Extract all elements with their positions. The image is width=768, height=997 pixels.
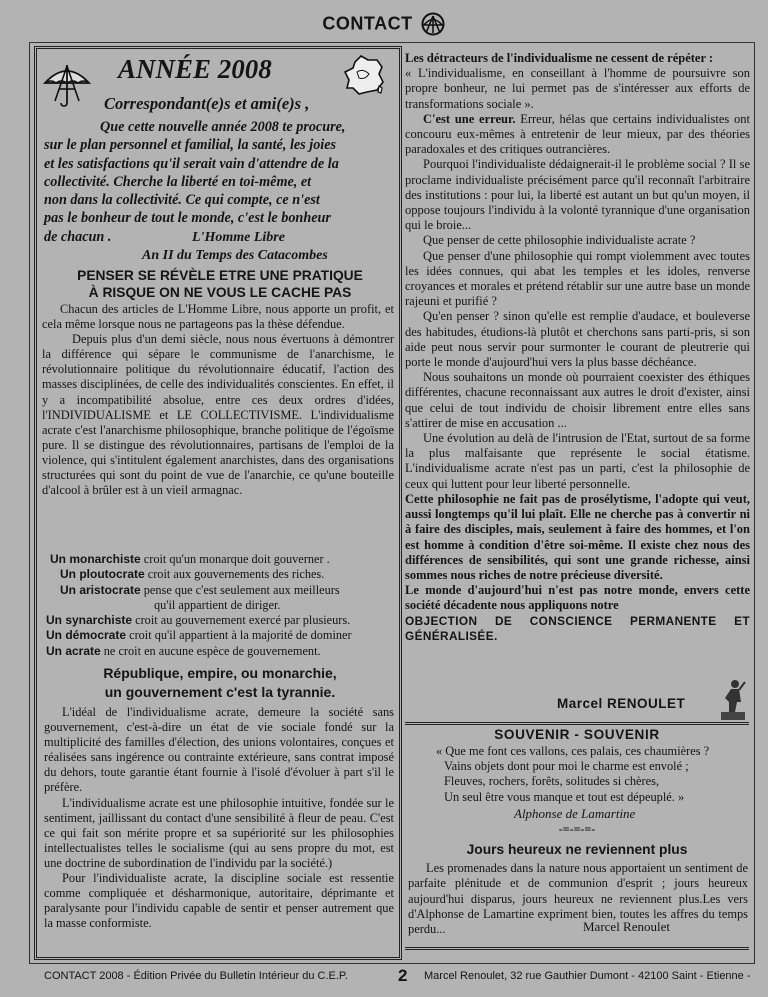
list-item [50, 567, 394, 582]
paragraph [405, 51, 750, 66]
paragraph: Une évolution au delà de l'intrusion de l'Etat, surtout de sa forme la plus malfaisante que représente le social étatisme. L'individualisme acrate n'est pas un parti, c'est la philosophie de ceux qui luttent pour leur liberté personnelle. [405, 431, 750, 491]
right-body [405, 51, 750, 644]
section-heading [44, 268, 396, 301]
poem-line: Fleuves, rochers, forêts, solitudes si chères, [444, 774, 660, 789]
heading-line: République, empire, ou monarchie, [103, 665, 337, 681]
paragraph: L'idéal de l'individualisme acrate, demeure la société sans gouvernement, c'est-à-dire un état de vie sociale fondé sur la multiplicité des familles d'élection, des unions volontaires, conçues et réalisées sans ingérence ou contrainte extérieure, sans contrat imposé du dehors, toute garantie étant fournie à l'isolé d'évoluer à part s'il le préfère. [44, 705, 394, 795]
wish-line: Que cette nouvelle année 2008 te procure, [100, 119, 346, 135]
wish-line: et les satisfactions qu'il serait vain d'attendre de la [44, 155, 339, 172]
poem-line: « Que me font ces vallons, ces palais, ces chaumières ? [436, 744, 710, 758]
definition-term: Un acrate [46, 643, 101, 658]
poem-line: Un seul être vous manque et tout est dépeuplé. » [444, 789, 685, 804]
poem-line: Vains objets dont pour moi le charme est envolé ; [444, 759, 689, 774]
definition-term: Un aristocrate [60, 582, 141, 597]
page-number: 2 [398, 966, 408, 985]
footer-address: Marcel Renoulet, 32 rue Gauthier Dumont - 42100 Saint - Etienne - [424, 970, 751, 982]
paragraph: Nous souhaitons un monde où pourraient coexister des éthiques différentes, chacune reconnaissant aux autres le droit d'exister, ainsi que celui de tout individu de choisir librement entre elles sans s'attirer de mise en accusation ... [405, 370, 750, 430]
definition-text: croit qu'un monarque doit gouverner . [140, 552, 330, 566]
paragraph: Que penser d'une philosophie qui rompt violemment avec toutes les idées connues, qui abat les temples et les idoles, renverse croyances et morales et prétend rétablir sur une autre base un monde rajeuni et purifié ? [405, 248, 750, 309]
heading-line: PENSER SE RÉVÈLE ETRE UNE PRATIQUE [77, 268, 363, 283]
paragraph: Depuis plus d'un demi siècle, nous nous évertuons à démontrer la différence qui sépare le communisme de l'anarchisme, le révolutionnaire politique du révolutionnaire éducatif, l'action des masses disciplinées, de celle des individualités conscientes. En effet, il y a incompatibilité absolue, entre ces deux ordres d'idées, l'INDIVIDUALISME et LE COLLECTIVISME. L'individualisme acrate c'est l'anarchisme philosophique, branche politique de l'égoïsme pure. Il se distingue des révolutionnaires, partisans de l'emploi de la violence, qui s'intitulent également anarchistes, dans des organisations structurées qui sont du point de vue de l'anarchie, ce qu'une bouteille d'alcool à brûler est à un vieil armagnac. [42, 332, 394, 498]
list-item [46, 628, 394, 643]
definition-text: pense que c'est seulement aux meilleurs [140, 582, 340, 597]
paragraph: Pour l'individualiste acrate, la discipline sociale est ressentie comme compliquée et désharmonique, autoritaire, déprimante et paralysante pour l'individu capable de sentir et penser autrement que la masse conformiste. [44, 871, 394, 931]
paragraph: Chacun des articles de L'Homme Libre, nous apporte un profit, et cela même lorsque nous ne partageons pas la thèse défendue. [42, 302, 394, 332]
wish-line: de chacun . [44, 228, 112, 245]
masthead [0, 12, 768, 36]
paragraph: « L'individualisme, en conseillant à l'homme de poursuivre son propre bonheur, ne lui permet pas de s'intéresser aux efforts de transformations sociale ». [405, 66, 750, 111]
paragraph-lead: C'est une erreur. [423, 111, 516, 126]
paragraph: Qu'en penser ? sinon qu'elle est remplie d'audace, et bouleverse des habitudes, étudions-là plutôt et cherchons sans parti-pris, si son aide peut nous servir pour surmonter le courant de pleutrerie qui porte le monde d'aujourd'hui vers la plus basse déchéance. [405, 309, 750, 370]
definition-list [46, 552, 394, 659]
heading-line: un gouvernement c'est la tyrannie. [104, 684, 336, 700]
definition-text: qu'il appartient de diriger. [154, 597, 281, 612]
left-body [42, 302, 394, 498]
section-heading [44, 664, 396, 702]
paragraph: L'individualisme acrate est une philosophie intuitive, fondée sur le sentiment, jaillissant du contact d'une sensibilité à fleur de peau. C'est ce qui fait son mérite propre et sa supériorité sur les philosophies intellectualistes telles le socialisme (qui au sens propre du mot, est une doctrine de subordination de l'individu par la société.) [44, 795, 394, 870]
wish-line: collectivité. Cherche la liberté en toi-même, et [44, 173, 312, 190]
france-map-icon [341, 54, 387, 96]
anarchy-umbrella-icon [420, 12, 446, 36]
souvenir-heading: SOUVENIR - SOUVENIR [494, 727, 660, 742]
definition-term: Un synarchiste [46, 613, 133, 628]
list-item [50, 583, 394, 598]
heading-line: À RISQUE ON NE VOUS LE CACHE PAS [88, 284, 352, 300]
paragraph [408, 861, 748, 937]
poem-author: Alphonse de Lamartine [514, 806, 636, 821]
definition-text: croit au gouvernement exercé par plusieurs. [132, 613, 351, 628]
paragraph [405, 112, 750, 158]
list-item [46, 644, 394, 659]
signature-name: L'Homme Libre [192, 230, 285, 245]
definition-text: croit qu'il appartient à la majorité de dominer [126, 628, 352, 643]
poem [436, 744, 740, 805]
paragraph-text: Erreur, hélas que certains individualistes ont concouru eux-mêmes à entretenir de leur mieux, par des théories paradoxales et des critiques outrancières. [405, 111, 750, 157]
statue-figure-icon [717, 678, 747, 722]
definition-term: Un démocrate [46, 628, 127, 643]
paragraph: Pourquoi l'individualiste dédaignerait-il le problème social ? Il se proclame individualiste précisément parce qu'il reconnaît l'arbitraire des institutions : pour lui, la liberté est autant un but qu'un moyen, il oppose toujours l'individu à la volonté tyrannique d'une organisation qui le broie... [405, 157, 750, 233]
paragraph: Cette philosophie ne fait pas de prosélytisme, l'adopte qui veut, aussi longtemps qu'il lui plaît. Elle ne cherche pas à convertir ni à faire des disciples, mais, seulement à faire des hommes, et l'on est homme à condition d'être soi-même. Il existe chez nous des différences de sensibilités, qui sont une grande richesse, ainsi sommes nous riches de notre précieuse diversité. [405, 491, 750, 582]
wish-line: sur le plan personnel et familial, la santé, les joies [44, 137, 337, 154]
left-body-continued [44, 705, 394, 931]
author-signature: Marcel RENOULET [557, 696, 686, 711]
subheading: Jours heureux ne reviennent plus [466, 842, 688, 857]
wish-line: non dans la collectivité. Ce qui compte, ce n'est [44, 192, 320, 209]
souvenir-signature: Marcel Renoulet [583, 919, 670, 934]
objection-statement: OBJECTION DE CONSCIENCE PERMANENTE ET GÉNÉRALISÉE. [405, 613, 750, 643]
anarchy-umbrella-logo-icon [41, 57, 93, 107]
list-item [46, 613, 394, 628]
definition-term: Un monarchiste [50, 552, 141, 566]
list-item [50, 598, 394, 613]
separator: -=-=-=- [558, 822, 596, 836]
paragraph: Que penser de cette philosophie individualiste acrate ? [423, 233, 696, 248]
paragraph-text: Les promenades dans la nature nous apportaient un sentiment de parfaite plénitude et de communion d'esprit ; jours heureux aujourd'hui disparus, jours heureux ne reviennent plus.Les vers d'Alphonse de Lamartine expriment bien, toutes les affres du temps perdu... [408, 861, 748, 937]
definition-text: ne croit en aucune espèce de gouvernement. [100, 643, 321, 658]
signature-date: An II du Temps des Catacombes [142, 248, 328, 263]
paragraph: Le monde d'aujourd'hui n'est pas notre monde, envers cette société décadente nous appliquons notre [405, 583, 750, 613]
new-year-wish [44, 118, 394, 246]
definition-term: Un ploutocrate [60, 567, 145, 582]
wish-line: pas le bonheur de tout le monde, c'est le bonheur [44, 210, 331, 227]
list-item [50, 552, 394, 567]
definition-text: croit aux gouvernements des riches. [144, 567, 325, 582]
masthead-title: CONTACT [322, 13, 413, 34]
page-title: ANNÉE 2008 [118, 54, 272, 84]
greeting: Correspondant(e)s et ami(e)s , [104, 94, 310, 113]
paragraph-lead: Les détracteurs de l'individualisme ne cessent de répéter : [405, 51, 714, 65]
footer-publication: CONTACT 2008 - Édition Privée du Bulletin Intérieur du C.E.P. [44, 970, 348, 982]
